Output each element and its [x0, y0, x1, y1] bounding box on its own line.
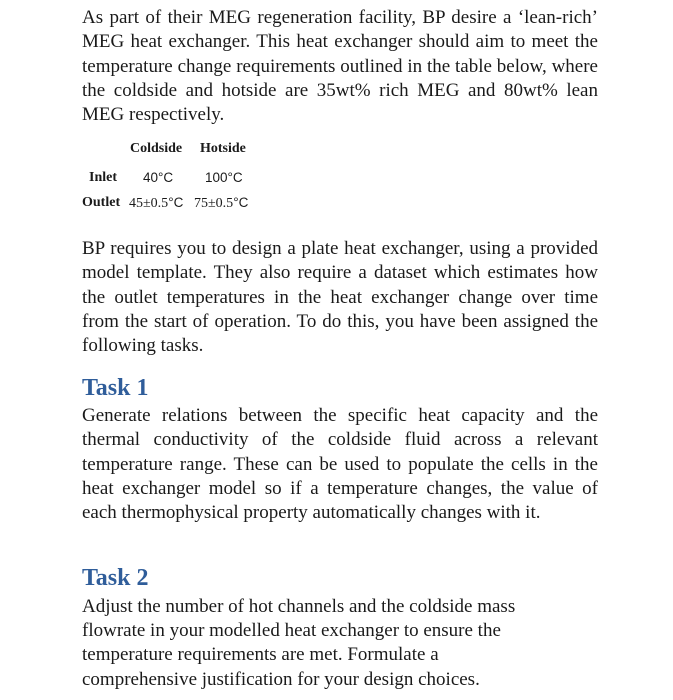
- outlet-coldside-value: 45±0.5: [129, 196, 169, 211]
- table-cell-inlet-hotside: 100°C: [205, 170, 243, 185]
- task-2-body: [82, 595, 598, 692]
- requirements-paragraph: BP requires you to design a plate heat exchanger, using a provided model template. They also require a dataset which estimates how the outlet temperatures in the heat exchanger change over time from the start of operation. To do this, you have been assigned the following tasks.: [82, 238, 598, 357]
- task-1-heading: Task 1: [82, 375, 149, 401]
- task-2-line: comprehensive justification for your design choices.: [82, 668, 480, 690]
- table-row-label-outlet: Outlet: [82, 195, 121, 210]
- task-2-heading: Task 2: [82, 565, 149, 591]
- table-row-label-inlet: Inlet: [89, 170, 117, 185]
- table-header-hotside: Hotside: [200, 141, 246, 156]
- task-2-line: Adjust the number of hot channels and the coldside mass: [82, 596, 516, 617]
- task-1-body: Generate relations between the specific heat capacity and the thermal conductivity of the coldside fluid across a relevant temperature range. These can be used to populate the cells in the heat exchanger model so if a temperature changes, the value of each thermophysical property automatically changes with it.: [82, 405, 598, 524]
- intro-paragraph: As part of their MEG regeneration facility, BP desire a ‘lean-rich’ MEG heat exchanger. This heat exchanger should aim to meet the temperature change requirements outlined in the table below, where the coldside and hotside are 35wt% rich MEG and 80wt% lean MEG respectively.: [82, 7, 598, 126]
- outlet-hotside-unit: °C: [233, 195, 249, 210]
- outlet-coldside-unit: °C: [168, 195, 184, 210]
- table-header-coldside: Coldside: [130, 141, 183, 156]
- task-2-line: flowrate in your modelled heat exchanger to ensure the: [82, 620, 501, 642]
- table-cell-inlet-coldside: 40°C: [143, 170, 174, 185]
- table-cell-outlet-hotside: [194, 194, 248, 213]
- outlet-hotside-value: 75±0.5: [194, 196, 234, 211]
- table-cell-outlet-coldside: [129, 194, 183, 213]
- temperature-requirements-table: [82, 138, 272, 218]
- task-2-line: temperature requirements are met. Formulate a: [82, 644, 439, 666]
